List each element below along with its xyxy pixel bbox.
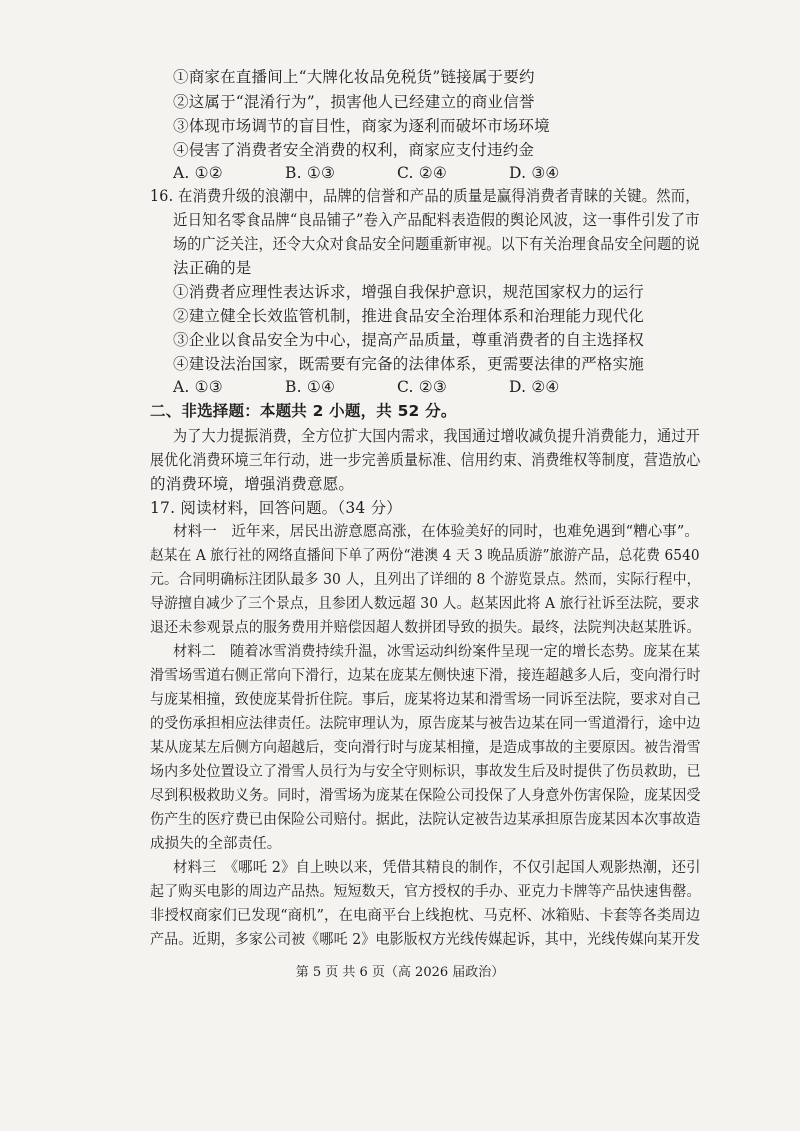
q17-title: 17. 阅读材料，回答问题。（34 分）	[150, 499, 402, 517]
material2-text: 某从庞某左后侧方向超越后，变向滑行时与庞某相撞，是造成事故的主要原因。被告滑雪	[150, 740, 701, 756]
material2-text: 与庞某相撞，致使庞某骨折住院。事后，庞某将边某和滑雪场一同诉至法院，要求对自己	[150, 692, 701, 708]
q16-option-b: B. ①④	[285, 378, 336, 396]
section-heading: 二、非选择题：本题共 2 小题，共 52 分。	[150, 402, 457, 420]
q15-statement: ②这属于“混淆行为”，损害他人已经建立的商业信誉	[173, 93, 535, 111]
material3-text: 材料三 《哪吒 2》自上映以来，凭借其精良的制作，不仅引起国人观影热潮，还引	[173, 860, 701, 876]
q15-option-b: B. ①③	[285, 164, 336, 182]
material3-text: 起了购买电影的周边产品热。短短数天，官方授权的手办、亚克力卡牌等产品快速售罄。	[150, 884, 701, 900]
material2-text: 场内多处位置设立了滑雪人员行为与安全守则标识，事故发生后及时提供了伤员救助，已	[150, 764, 701, 780]
intro-text: 的消费环境，增强消费意愿。	[150, 475, 355, 493]
q16-stem: 场的广泛关注，还令大众对食品安全问题重新审视。以下有关治理食品安全问题的说	[173, 235, 700, 253]
material1-text: 退还未参观景点的服务费用并赔偿因超人数拼团导致的损失。最终，法院判决赵某胜诉。	[150, 620, 701, 636]
material3-text: 产品。近期，多家公司被《哪吒 2》电影版权方光线传媒起诉，其中，光线传媒向某开发	[150, 932, 701, 948]
material1-text: 元。合同明确标注团队最多 30 人，且列出了详细的 8 个游览景点。然而，实际行程中，	[150, 572, 701, 588]
material2-text: 成损失的全部责任。	[150, 836, 282, 852]
q16-stem: 近日知名零食品牌“良品铺子”卷入产品配料表造假的舆论风波，这一事件引发了市	[173, 211, 700, 229]
q16-option-a: A. ①③	[173, 378, 223, 396]
q15-statement: ①商家在直播间上“大牌化妆品免税货”链接属于要约	[173, 68, 535, 86]
q16-statement: ①消费者应理性表达诉求，增强自我保护意识，规范国家权力的运行	[173, 283, 645, 301]
q16-options	[173, 377, 560, 397]
page-footer: 第 5 页 共 6 页（高 2026 届政治）	[295, 965, 505, 980]
q16-statement: ③企业以食品安全为中心，提高产品质量，尊重消费者的自主选择权	[173, 331, 645, 349]
material2-text: 尽到积极救助义务。同时，滑雪场为庞某在保险公司投保了人身意外伤害保险，庞某因受	[150, 788, 701, 804]
material2-text: 材料二 随着冰雪消费持续升温，冰雪运动纠纷案件呈现一定的增长态势。庞某在某	[173, 644, 701, 660]
intro-text: 展优化消费环境三年行动，进一步完善质量标准、信用约束、消费维权等制度，营造放心	[150, 451, 701, 469]
material1-text: 导游擅自减少了三个景点，且参团人数远超 30 人。赵某因此将 A 旅行社诉至法院，要求	[150, 596, 700, 612]
q16-statement: ②建立健全长效监管机制，推进食品安全治理体系和治理能力现代化	[173, 307, 645, 325]
q15-options	[173, 163, 560, 183]
q15-statement: ④侵害了消费者安全消费的权利，商家应支付违约金	[173, 141, 535, 159]
q15-option-c: C. ②④	[397, 164, 447, 182]
q15-option-d: D. ③④	[509, 164, 560, 182]
material1-text: 赵某在 A 旅行社的网络直播间下单了两份“港澳 4 天 3 晚品质游”旅游产品，总花费 6540	[150, 548, 700, 564]
q16-stem: 法正确的是	[173, 259, 252, 277]
material2-text: 滑雪场雪道右侧正常向下滑行，边某在庞某左侧快速下滑，接连超越多人后，变向滑行时	[150, 668, 701, 684]
q16-statement: ④建设法治国家，既需要有完备的法律体系，更需要法律的严格实施	[173, 355, 645, 373]
intro-text: 为了大力提振消费，全方位扩大国内需求，我国通过增收减负提升消费能力，通过开	[173, 427, 700, 445]
q16-option-c: C. ②③	[397, 378, 447, 396]
material1-text: 材料一 近年来，居民出游意愿高涨，在体验美好的同时，也难免遇到“糟心事”。	[173, 524, 700, 540]
q16-option-d: D. ②④	[509, 378, 560, 396]
material2-text: 伤产生的医疗费已由保险公司赔付。据此，法院认定被告边某承担原告庞某因本次事故造	[150, 812, 701, 828]
material2-text: 的受伤承担相应法律责任。法院审理认为，原告庞某与被告边某在同一雪道滑行，途中边	[150, 716, 701, 732]
material3-text: 非授权商家们已发现“商机”，在电商平台上线抱枕、马克杯、冰箱贴、卡套等各类周边	[150, 908, 701, 924]
q15-option-a: A. ①②	[173, 164, 223, 182]
q16-stem: 16. 在消费升级的浪潮中，品牌的信誉和产品的质量是赢得消费者青睐的关键。然而，	[150, 187, 700, 205]
q15-statement: ③体现市场调节的盲目性，商家为逐利而破坏市场环境	[173, 117, 550, 135]
